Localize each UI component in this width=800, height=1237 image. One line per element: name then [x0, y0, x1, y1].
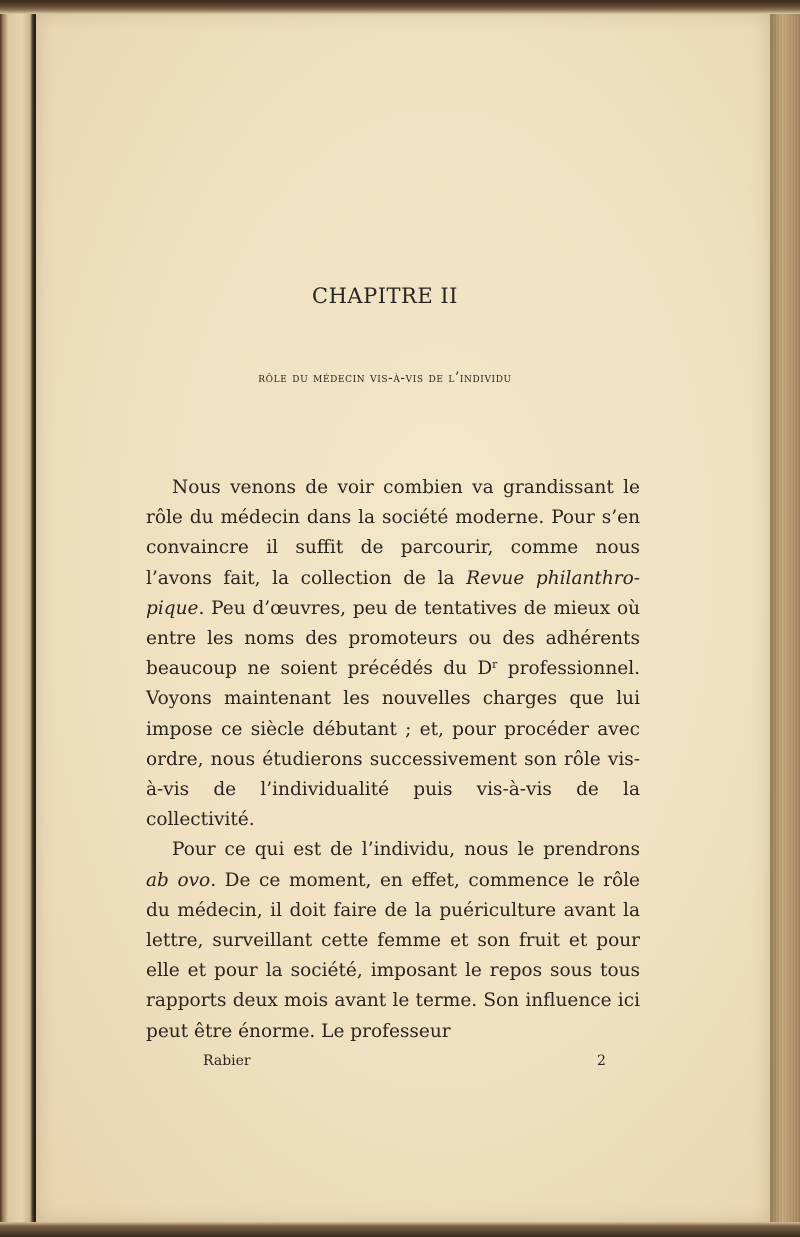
- journal-title: Revue philanthropique: [146, 567, 640, 619]
- chapter-subtitle: rôle du médecin vis-à-vis de l’individu: [258, 370, 512, 386]
- page-block-edges: [770, 14, 800, 1222]
- footer-signature-mark: 2: [597, 1053, 606, 1069]
- paragraph-1-text-b: . Peu d’œuvres, peu de tentatives de mieux où entre les noms des promoteurs ou des adhérents beaucoup ne soient précédés du D: [146, 597, 640, 680]
- paragraph-2: [146, 835, 640, 1046]
- binding-top-edge: [0, 0, 800, 14]
- paragraph-1-text-a: Nous venons de voir combien va grandissant le rôle du médecin dans la société moderne. Pour s’en convaincre il suffit de parcourir, comme nous l’avons fait, la collection de la: [146, 477, 640, 589]
- paragraph-2-text-b: . De ce moment, en effet, commence le rôle du médecin, il doit faire de la puériculture avant la lettre, surveillant cette femme et son fruit et pour elle et pour la société, imposant le repos sous tous rapports deux mois avant le terme. Son influence ici peut être énorme. Le professeur: [146, 869, 640, 1042]
- chapter-title: CHAPITRE II: [312, 284, 458, 308]
- previous-page-edge: [0, 14, 34, 1222]
- paragraph-1-text-c: professionnel. Voyons maintenant les nouvelles charges que lui impose ce siècle débutant ; et, pour procéder avec ordre, nous étudierons successivement son rôle vis-à-vis de l’individualité puis vis-à-vis de la collectivité.: [146, 658, 641, 831]
- footer-author: Rabier: [203, 1053, 251, 1069]
- latin-phrase: ab ovo: [146, 869, 211, 891]
- paragraph-1: [146, 473, 640, 835]
- body-text: [146, 473, 640, 1047]
- paragraph-2-text-a: Pour ce qui est de l’individu, nous le prendrons: [172, 839, 640, 861]
- binding-bottom-edge: [0, 1222, 800, 1237]
- doctor-abbrev-superscript: r: [492, 658, 498, 672]
